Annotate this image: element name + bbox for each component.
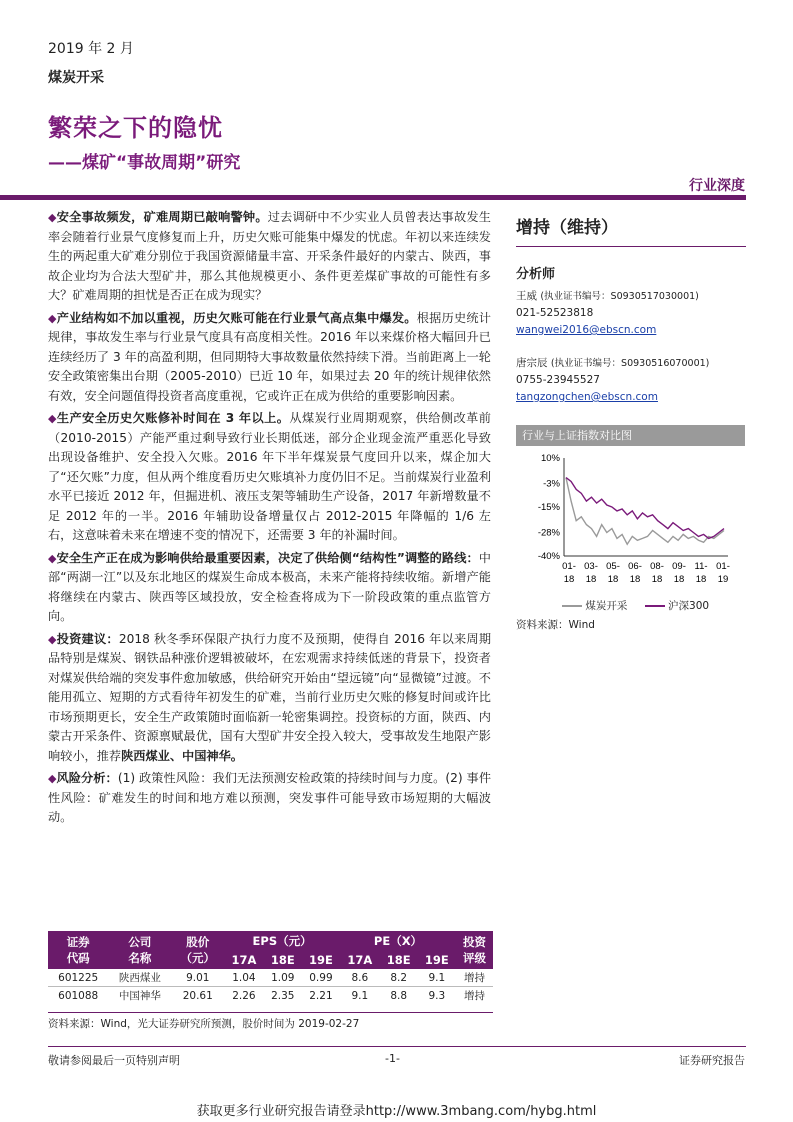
th-pe-19e: 19E (418, 951, 456, 969)
x-tick-label: 18 (673, 574, 685, 585)
diamond-bullet-icon: ◆ (48, 632, 57, 646)
x-tick-label: 18 (695, 574, 707, 585)
x-tick-label: 18 (607, 574, 619, 585)
line-chart (516, 446, 745, 594)
series-line-1 (566, 478, 724, 539)
paragraph: ◆安全生产正在成为影响供给最重要因素，决定了供给侧“结构性”调整的路线：中部“两湖一江”以及东北地区的煤炭生命成本极高，未来产能将持续收缩。新增产能将继续在内蒙古、陕西等区域投放，安全检查将成为下一阶段政策的重点监管方向。 (48, 550, 491, 623)
paragraph: ◆产业结构如不加以重视，历史欠账可能在行业景气高点集中爆发。根据历史统计规律，事故发生率与行业景气度具有高度相关性。2016 年以来煤价格大幅回升已连续经历了 3 年的高盈利期，但同期特大事故数量依然持续下滑。当前距离上一轮安全政策密集出台期（2005-2010）已近 10 年，如果过去 20 年的统计规律依然有效，安全问题值得投资者高度重视，它或许正在成为供给的重要影响因素。 (48, 310, 491, 403)
th-eps-18e: 18E (264, 951, 302, 969)
comparison-chart (516, 425, 745, 632)
header-divider (0, 195, 746, 200)
report-date: 2019 年 2 月 (48, 41, 134, 57)
analyst-phone: 0755-23945527 (516, 374, 600, 386)
rating-divider (516, 246, 746, 247)
analyst-phone: 021-52523818 (516, 307, 594, 319)
legend-hs300: 沪深300 (668, 600, 710, 612)
report-type: 行业深度 (689, 178, 745, 194)
chart-heading: 行业与上证指数对比图 (516, 425, 745, 446)
paragraph: ◆安全事故频发，矿难周期已敲响警钟。过去调研中不少实业人员曾表达事故发生率会随着行业景气度修复而上升，历史欠账可能集中爆发的忧虑。年初以来连续发生的两起重大矿难分别位于我国资源储量丰富、开采条件最好的内蒙古、陕西，事故企业均为合法大型矿井，那么其他规模更小、条件更差煤矿事故的可能性有多大？矿难周期的担忧是否正在成为现实？ (48, 210, 491, 302)
analyst-name: 唐宗辰 (516, 357, 548, 369)
th-eps-17a: 17A (224, 951, 264, 969)
th-rating: 投资 评级 (456, 931, 493, 969)
analyst-name: 王威 (516, 290, 537, 302)
chart-source: 资料来源：Wind (516, 619, 595, 631)
x-tick-label: 08- (650, 561, 664, 572)
bottom-link[interactable]: 获取更多行业研究报告请登录http://www.3mbang.com/hybg.html (196, 1104, 597, 1119)
diamond-bullet-icon: ◆ (48, 311, 57, 325)
sidebar (516, 213, 756, 406)
x-tick-label: 06- (628, 561, 642, 572)
diamond-bullet-icon: ◆ (48, 551, 57, 565)
x-tick-label: 01- (562, 561, 576, 572)
x-tick-label: 01- (716, 561, 730, 572)
x-tick-label: 18 (563, 574, 575, 585)
analyst-email[interactable]: tangzongchen@ebscn.com (516, 391, 658, 403)
x-tick-label: 18 (629, 574, 641, 585)
x-tick-label: 05- (606, 561, 620, 572)
rating: 增持（维持） (516, 218, 618, 238)
th-code: 证券 代码 (48, 931, 108, 969)
footer-divider (48, 1046, 746, 1047)
x-tick-label: 18 (585, 574, 597, 585)
th-pe-18e: 18E (380, 951, 418, 969)
diamond-bullet-icon: ◆ (48, 412, 57, 425)
x-tick-label: 11- (694, 561, 708, 572)
analyst-cert: (执业证书编号：S0930517030001) (540, 291, 699, 302)
x-tick-label: 09- (672, 561, 686, 572)
y-tick-label: -28% (537, 527, 560, 539)
x-tick-label: 18 (651, 574, 663, 585)
y-tick-label: -3% (543, 478, 560, 490)
main-text (48, 208, 491, 831)
legend-swatch-hs300 (645, 605, 665, 607)
table-row: 601088 中国神华 20.61 2.26 2.35 2.21 9.1 8.8 9.3 增持 (58, 989, 485, 1002)
report-subtitle: ——煤矿“事故周期”研究 (48, 153, 241, 173)
report-title: 繁荣之下的隐忧 (48, 114, 223, 142)
legend-swatch-coal (562, 605, 582, 607)
th-eps-19e: 19E (302, 951, 340, 969)
paragraph: ◆投资建议：2018 秋冬季环保限产执行力度不及预期，使得自 2016 年以来周期品特别是煤炭、钢铁品种涨价逻辑被破坏，在宏观需求持续低迷的背景下，投资者对煤炭供给端的突发事件愈加敏感，供给研究开始由“望远镜”向“显微镜”过渡。不能用孤立、短期的方式看待年初发生的矿难，当前行业历史欠账的修复时间或许比市场预期更长，安全生产政策随时面临新一轮密集调控。投资标的方面，陕西、内蒙古开采条件、资源禀赋最优，国有大型矿井安全投入较大，受事故发生地限产影响较小，推荐陕西煤业、中国神华。 (48, 631, 492, 763)
series-line-0 (566, 478, 724, 545)
footer-disclaimer: 敬请参阅最后一页特别声明 (48, 1054, 180, 1067)
analyst-heading: 分析师 (516, 267, 556, 282)
th-name: 公司 名称 (108, 931, 171, 969)
analyst-email[interactable]: wangwei2016@ebscn.com (516, 324, 657, 336)
analyst-1 (516, 288, 756, 339)
analyst-2 (516, 355, 756, 406)
analyst-cert: (执业证书编号：S0930516070001) (550, 358, 710, 369)
legend-coal: 煤炭开采 (585, 600, 628, 612)
th-pe-17a: 17A (340, 951, 380, 969)
paragraph: ◆风险分析：(1) 政策性风险：我们无法预测安检政策的持续时间与力度。(2) 事件性风险：矿难发生的时间和地方难以预测，突发事件可能导致市场短期的大幅波动。 (48, 771, 492, 824)
y-tick-label: -40% (537, 551, 560, 562)
page-number: -1- (385, 1052, 400, 1065)
th-eps: EPS（元） (224, 931, 340, 951)
chart-legend (516, 598, 745, 613)
footer-report-type: 证券研究报告 (679, 1054, 745, 1067)
paragraph: ◆生产安全历史欠账修补时间在 3 年以上。从煤炭行业周期观察，供给侧改革前（2010-2015）产能严重过剩导致行业长期低迷，部分企业现金流严重恶化导致出现设备维护、安全投入欠账。2016 年下半年煤炭景气度回升以来，煤企加大了“还欠账”力度，但从两个维度看历史欠账填补力度仍旧不足。当前煤炭行业盈利水平已接近 2012 年，但掘进机、液压支架等辅助生产设备，2017 年新增数量不足 2012 年的一半。2016 年辅助设备增量仅占 2012-2015 年降幅的 1/6 左右，这意味着未来在增速不变的情况下，还需要 3 年的补漏时间。 (48, 411, 491, 542)
stock-table (48, 931, 493, 1004)
table-source: 资料来源：Wind，光大证券研究所预测，股价时间为 2019-02-27 (48, 1012, 493, 1031)
y-tick-label: -15% (537, 502, 560, 513)
diamond-bullet-icon: ◆ (48, 211, 57, 224)
x-tick-label: 03- (584, 561, 598, 572)
sector-label: 煤炭开采 (48, 70, 104, 86)
th-pe: PE（X） (340, 931, 456, 951)
diamond-bullet-icon: ◆ (48, 772, 57, 785)
table-row: 601225 陕西煤业 9.01 1.04 1.09 0.99 8.6 8.2 9.1 增持 (48, 969, 493, 987)
x-tick-label: 19 (717, 574, 729, 585)
th-price: 股价 （元） (171, 931, 224, 969)
y-tick-label: 10% (540, 453, 560, 464)
